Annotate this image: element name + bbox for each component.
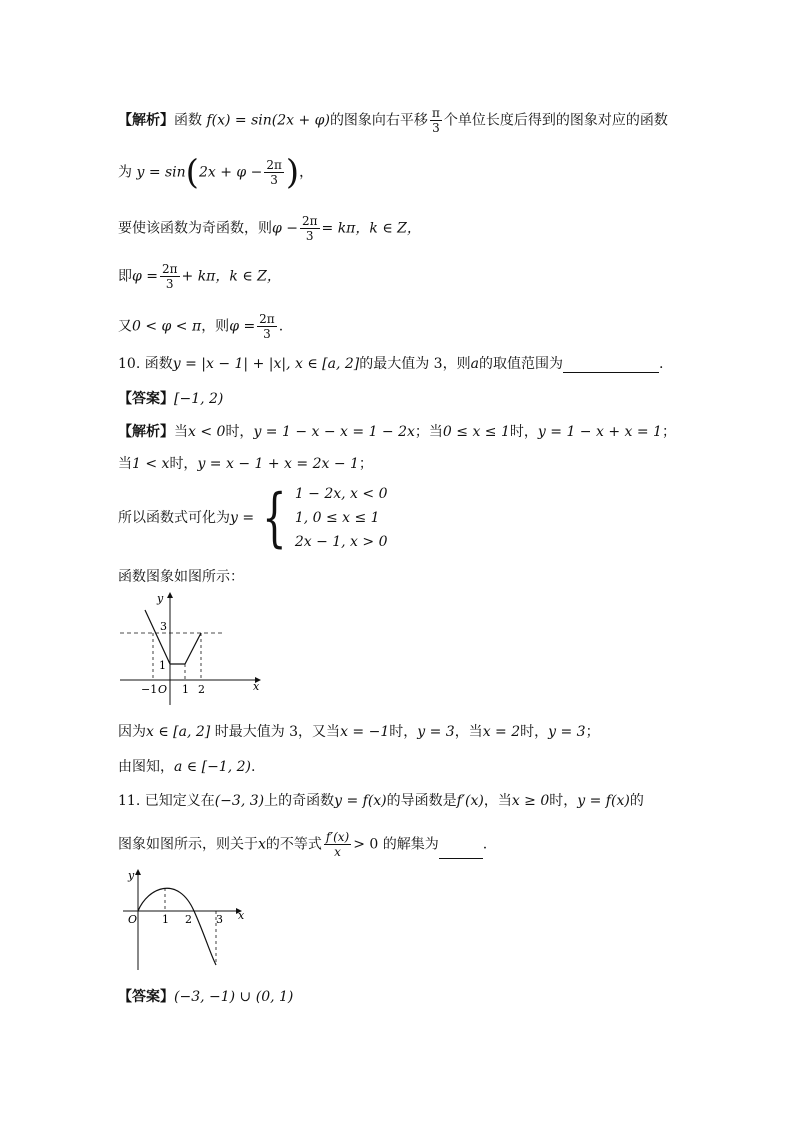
analysis-10-line-5	[118, 723, 600, 741]
formula: (−3, 3)	[214, 793, 265, 809]
fraction	[324, 830, 351, 859]
text: ；	[661, 424, 676, 440]
text: 函数图象如图所示：	[118, 569, 244, 585]
analysis-tag: 【解析】	[118, 424, 174, 440]
answer-blank	[563, 358, 659, 373]
left-paren: (	[185, 152, 199, 193]
text: 所以函数式可化为	[118, 510, 230, 526]
formula: 2x + φ −	[198, 164, 263, 181]
formula: φ −	[272, 220, 298, 237]
text: 为	[118, 164, 132, 181]
answer-tag: 【答案】	[118, 391, 174, 407]
formula: f′(x)	[456, 793, 484, 809]
text: 要使该函数为奇函数，则	[118, 220, 272, 237]
origin-label: O	[128, 913, 138, 926]
formula: 0 < φ < π	[132, 318, 202, 335]
text: 时，	[520, 724, 549, 740]
question-10	[118, 355, 663, 373]
formula: y = 3	[417, 724, 455, 740]
analysis-tag: 【解析】	[118, 112, 174, 129]
text: 时，	[509, 424, 538, 440]
formula: y = |x − 1| + |x|, x ∈ [a, 2]	[172, 356, 360, 372]
text: 时，	[169, 456, 198, 472]
text: ，当	[454, 724, 483, 740]
text: 时最大值为 3，又当	[210, 724, 341, 740]
question-number: 11.	[118, 793, 145, 809]
analysis-10-line-1	[118, 423, 676, 441]
formula: y = f(x)	[334, 793, 387, 809]
text: .	[278, 318, 284, 335]
text: 即	[118, 268, 132, 285]
analysis-10-line-4	[118, 568, 244, 586]
right-paren: )	[285, 152, 300, 193]
text: 由图知，	[118, 759, 174, 775]
text: 的不等式	[265, 836, 322, 853]
fraction-numerator: π	[431, 106, 440, 120]
text: ，则	[201, 318, 230, 335]
fraction	[300, 214, 320, 243]
text: 个单位长度后得到的图象对应的函数	[443, 112, 668, 129]
fraction-denominator: 3	[263, 327, 271, 341]
text: 当	[174, 424, 188, 440]
text: ；	[358, 456, 373, 472]
formula: x ≥ 0	[511, 793, 550, 809]
analysis-9-line-3	[118, 214, 421, 243]
derivative-function-graph	[118, 865, 253, 975]
text: ；当	[414, 424, 443, 440]
fraction-numerator: 2π	[301, 214, 318, 228]
fraction-denominator: 3	[432, 121, 440, 135]
fraction	[160, 262, 180, 291]
left-brace: {	[262, 481, 287, 555]
analysis-10-line-6	[118, 758, 255, 776]
case-1: 1 − 2x, x < 0	[294, 486, 388, 502]
text: 的取值范围为	[478, 356, 563, 372]
text: .	[250, 759, 256, 775]
formula: a ∈ [−1, 2)	[174, 759, 251, 775]
fraction	[264, 158, 284, 187]
tick-label-3: 3	[216, 913, 223, 926]
x-axis-label: x	[238, 909, 245, 922]
tick-label-2: 2	[198, 683, 205, 696]
text: .	[482, 836, 488, 853]
answer-blank	[439, 844, 483, 859]
formula: 1 < x	[132, 456, 170, 472]
question-11-line-1	[118, 792, 644, 810]
formula: y = sin	[136, 164, 186, 181]
case-2: 1, 0 ≤ x ≤ 1	[294, 510, 380, 526]
y-axis-label: y	[157, 592, 164, 605]
answer-11	[118, 988, 293, 1006]
text: 时，	[549, 793, 578, 809]
fraction-denominator: x	[334, 845, 341, 859]
x-axis-label: x	[253, 680, 260, 693]
formula: = kπ，k ∈ Z，	[321, 220, 421, 237]
y-axis-arrow	[135, 869, 141, 875]
text: 因为	[118, 724, 146, 740]
formula: x = −1	[340, 724, 390, 740]
text: 的导函数是	[386, 793, 457, 809]
text: 的最大值为 3，则	[359, 356, 471, 372]
analysis-10-line-3	[118, 482, 388, 554]
fraction-numerator: 2π	[259, 312, 275, 326]
fraction	[257, 312, 277, 341]
function-curve	[138, 888, 216, 965]
fraction-numerator: 2π	[161, 262, 178, 276]
formula: x < 0	[188, 424, 226, 440]
formula: φ =	[132, 268, 158, 285]
text: 函数	[174, 112, 202, 129]
tick-label-2: 2	[185, 913, 192, 926]
tick-label-minus1: −1	[141, 683, 158, 696]
formula: 0 ≤ x ≤ 1	[442, 424, 510, 440]
analysis-9-line-2	[118, 152, 314, 193]
analysis-10-line-2	[118, 455, 373, 473]
question-11-line-2	[118, 830, 487, 859]
y-axis-arrow	[167, 592, 173, 598]
function-curve	[145, 610, 201, 664]
formula: x = 2	[482, 724, 521, 740]
tick-label-1: 1	[162, 913, 169, 926]
formula: + kπ，k ∈ Z，	[181, 268, 281, 285]
question-number: 10.	[118, 356, 145, 372]
case-3: 2x − 1, x > 0	[294, 534, 388, 550]
text: 当	[118, 456, 132, 472]
text: .	[658, 356, 664, 372]
text: 上的奇函数	[264, 793, 335, 809]
formula: φ =	[229, 318, 256, 335]
variable: x	[258, 836, 266, 853]
origin-label: O	[158, 683, 168, 696]
formula: x ∈ [a, 2]	[146, 724, 211, 740]
answer-value: (−3, −1) ∪ (0, 1)	[174, 989, 294, 1005]
formula: y = 1 − x − x = 1 − 2x	[253, 424, 415, 440]
analysis-9-line-4	[118, 262, 281, 291]
analysis-9-line-5	[118, 312, 283, 341]
formula: y = f(x)	[577, 793, 630, 809]
formula: f(x) = sin(2x + φ)	[206, 112, 330, 129]
text: 的	[629, 793, 644, 809]
analysis-9-line-1	[118, 106, 668, 135]
tick-label-1-x: 1	[182, 683, 189, 696]
answer-10	[118, 390, 223, 408]
tick-label-1-y: 1	[159, 659, 166, 672]
formula: y =	[230, 510, 255, 526]
abs-function-graph	[115, 590, 265, 710]
text: 时，	[225, 424, 254, 440]
text: ，当	[483, 793, 512, 809]
tick-label-3: 3	[160, 620, 167, 633]
text: 时，	[389, 724, 418, 740]
text: 图象如图所示，则关于	[118, 836, 258, 853]
variable: a	[470, 356, 479, 372]
text: 又	[118, 318, 132, 335]
text: 的图象向右平移	[329, 112, 428, 129]
text: ；	[585, 724, 600, 740]
piecewise-cases	[295, 482, 388, 554]
fraction-denominator: 3	[165, 277, 174, 291]
answer-tag: 【答案】	[118, 989, 174, 1005]
fraction	[430, 106, 442, 135]
fraction-denominator: 3	[305, 229, 314, 243]
text: > 0 的解集为	[353, 836, 439, 853]
fraction-denominator: 3	[270, 173, 278, 187]
fraction-numerator: f′(x)	[325, 830, 350, 844]
y-axis-label: y	[128, 869, 135, 882]
fraction-numerator: 2π	[266, 158, 282, 172]
formula: y = x − 1 + x = 2x − 1	[197, 456, 359, 472]
formula: y = 3	[548, 724, 586, 740]
answer-value: [−1, 2)	[174, 391, 224, 407]
text: 已知定义在	[144, 793, 215, 809]
text: 函数	[144, 356, 173, 372]
text: ，	[299, 164, 314, 181]
formula: y = 1 − x + x = 1	[537, 424, 662, 440]
